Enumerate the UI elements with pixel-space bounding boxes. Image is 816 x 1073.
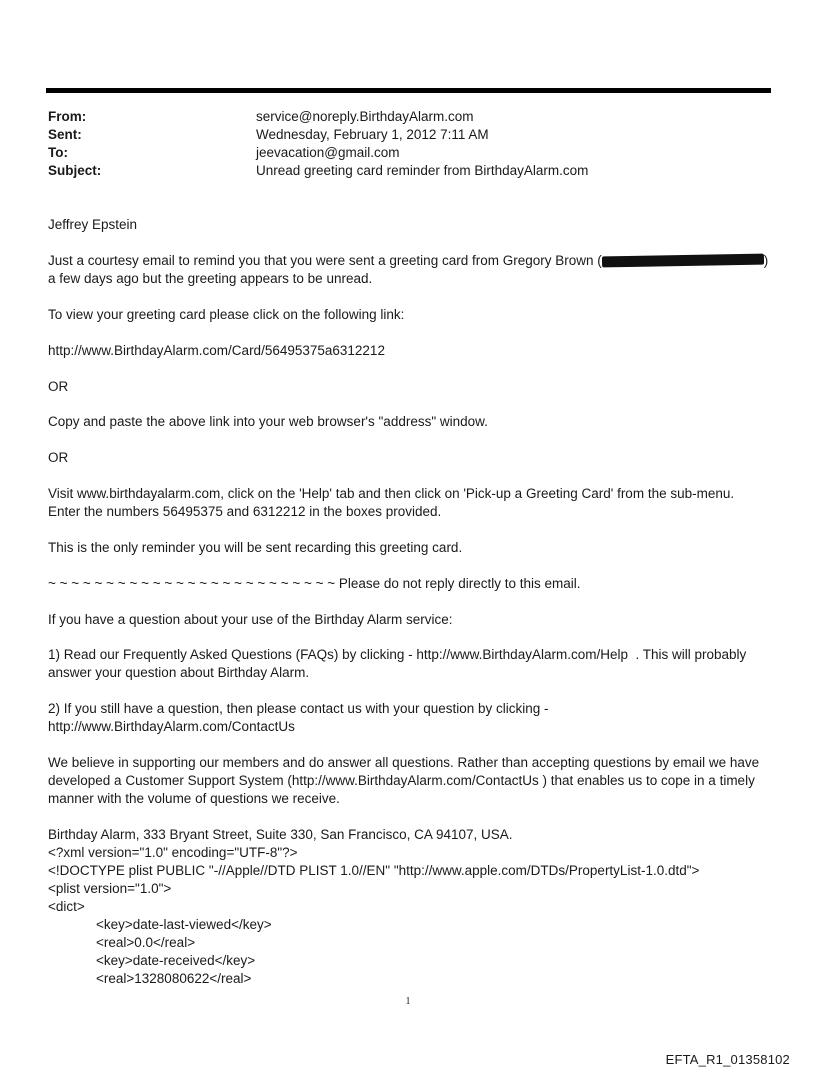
xml-block <box>48 826 773 988</box>
courtesy-close-paren: ) <box>763 253 769 268</box>
xml-key-date-last-viewed: <key>date-last-viewed</key> <box>96 917 272 932</box>
subject-value: Unread greeting card reminder from BirthdayAlarm.com <box>256 163 589 178</box>
subject-label: Subject: <box>48 163 102 178</box>
xml-doctype: <!DOCTYPE plist PUBLIC "-//Apple//DTD PLIST 1.0//EN" "http://www.apple.com/DTDs/PropertyList-1.0.dtd"> <box>48 863 700 878</box>
support-line3: manner with the volume of questions we receive. <box>48 791 340 806</box>
greeting: Jeffrey Epstein <box>48 217 138 232</box>
faq-line1: 1) Read our Frequently Asked Questions (FAQs) by clicking - http://www.BirthdayAlarm.com/Help . This will probably <box>48 647 747 662</box>
courtesy-text: Just a courtesy email to remind you that you were sent a greeting card from Gregory Brown ( <box>48 253 602 268</box>
xml-key-date-received: <key>date-received</key> <box>96 953 256 968</box>
card-link[interactable]: http://www.BirthdayAlarm.com/Card/56495375a6312212 <box>48 343 385 358</box>
copy-paste-instruction: Copy and paste the above link into your web browser's "address" window. <box>48 414 488 429</box>
view-instruction: To view your greeting card please click on the following link: <box>48 307 405 322</box>
tilde-no-reply-line: ~ ~ ~ ~ ~ ~ ~ ~ ~ ~ ~ ~ ~ ~ ~ ~ ~ ~ ~ ~ ~ ~ ~ ~ ~ Please do not reply directly to this email. <box>48 576 581 591</box>
contact-line1: 2) If you still have a question, then please contact us with your question by clicking - <box>48 701 549 716</box>
only-reminder: This is the only reminder you will be sent recarding this greeting card. <box>48 540 463 555</box>
or-text-1: OR <box>48 379 69 394</box>
xml-real-received: <real>1328080622</real> <box>96 971 252 986</box>
to-label: To: <box>48 145 68 160</box>
visit-paragraph <box>48 485 773 521</box>
sent-value: Wednesday, February 1, 2012 7:11 AM <box>256 127 489 142</box>
support-line1: We believe in supporting our members and do answer all questions. Rather than accepting questions by email we have <box>48 755 760 770</box>
xml-real-last-viewed: <real>0.0</real> <box>96 935 196 950</box>
question-intro: If you have a question about your use of the Birthday Alarm service: <box>48 612 453 627</box>
redaction-bar <box>602 254 764 268</box>
xml-dict-open: <dict> <box>48 899 85 914</box>
contact-link[interactable]: http://www.BirthdayAlarm.com/ContactUs <box>48 719 295 734</box>
faq-paragraph <box>48 646 773 682</box>
support-line2: developed a Customer Support System (http://www.BirthdayAlarm.com/ContactUs ) that enables us to cope in a timely <box>48 773 755 788</box>
contact-paragraph <box>48 700 773 736</box>
support-paragraph <box>48 754 773 808</box>
header-rule <box>46 88 771 93</box>
from-value: service@noreply.BirthdayAlarm.com <box>256 109 474 124</box>
courtesy-paragraph <box>48 252 773 288</box>
xml-plist-open: <plist version="1.0"> <box>48 881 172 896</box>
visit-line2: Enter the numbers 56495375 and 6312212 in the boxes provided. <box>48 504 442 519</box>
xml-declaration: <?xml version="1.0" encoding="UTF-8"?> <box>48 845 298 860</box>
from-label: From: <box>48 109 87 124</box>
courtesy-line2: a few days ago but the greeting appears to be unread. <box>48 271 373 286</box>
company-address: Birthday Alarm, 333 Bryant Street, Suite 330, San Francisco, CA 94107, USA. <box>48 827 513 842</box>
sent-label: Sent: <box>48 127 82 142</box>
faq-line2: answer your question about Birthday Alarm. <box>48 665 310 680</box>
visit-line1: Visit www.birthdayalarm.com, click on the 'Help' tab and then click on 'Pick-up a Greeting Card' from the sub-menu. <box>48 486 735 501</box>
or-text-2: OR <box>48 450 69 465</box>
to-value: jeevacation@gmail.com <box>256 145 400 160</box>
bates-number: EFTA_R1_01358102 <box>665 1052 790 1067</box>
page-number: 1 <box>405 996 411 1007</box>
